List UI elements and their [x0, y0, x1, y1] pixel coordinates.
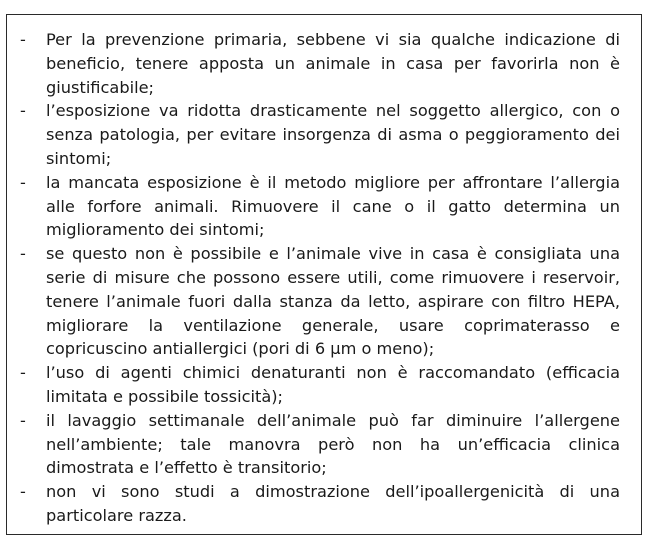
list-item-text: la mancata esposizione è il metodo migliore per affrontare l’allergia alle forfore animali. Rimuovere il cane o il gatto determina un miglioramento dei sintomi;	[46, 172, 620, 240]
list-dash: -	[20, 482, 26, 502]
list-dash: -	[20, 363, 26, 383]
list-item	[20, 99, 620, 170]
list-item-text: l’esposizione va ridotta drasticamente nel soggetto allergico, con o senza patologia, per evitare insorgenza di asma o peggioramento dei sintomi;	[46, 101, 620, 168]
list-item	[20, 171, 620, 242]
list-item	[20, 361, 620, 409]
list-item	[20, 28, 620, 99]
list-dash: -	[20, 410, 26, 430]
list-item-text: se questo non è possibile e l’animale vive in casa è consigliata una serie di misure che possono essere utili, come rimuovere i reservoir, tenere l’animale fuori dalla stanza da letto, aspirare con filtro HEPA, migliorare la ventilazione generale, usare coprimaterasso e copricuscino antiallergici (pori di 6 µm o meno);	[46, 244, 620, 359]
list-item-text: Per la prevenzione primaria, sebbene vi sia qualche indicazione di beneficio, tenere apposta un animale in casa per favorirla non è giustificabile;	[46, 30, 620, 97]
list-item-text: l’uso di agenti chimici denaturanti non è raccomandato (efficacia limitata e possibile tossicità);	[46, 363, 620, 406]
list-item-text: non vi sono studi a dimostrazione dell’ipoallergenicità di una particolare razza.	[46, 482, 620, 525]
list-dash: -	[20, 30, 26, 49]
list-item	[20, 409, 620, 480]
list-dash: -	[20, 101, 26, 121]
list-item	[20, 242, 620, 361]
list-item-text: il lavaggio settimanale dell’animale può far diminuire l’allergene nell’ambiente; tale manovra però non ha un’efficacia clinica dimostrata e l’effetto è transitorio;	[46, 410, 620, 478]
list-dash: -	[20, 244, 26, 264]
list-item	[20, 480, 620, 528]
recommendations-list	[20, 28, 620, 528]
list-dash: -	[20, 172, 26, 192]
